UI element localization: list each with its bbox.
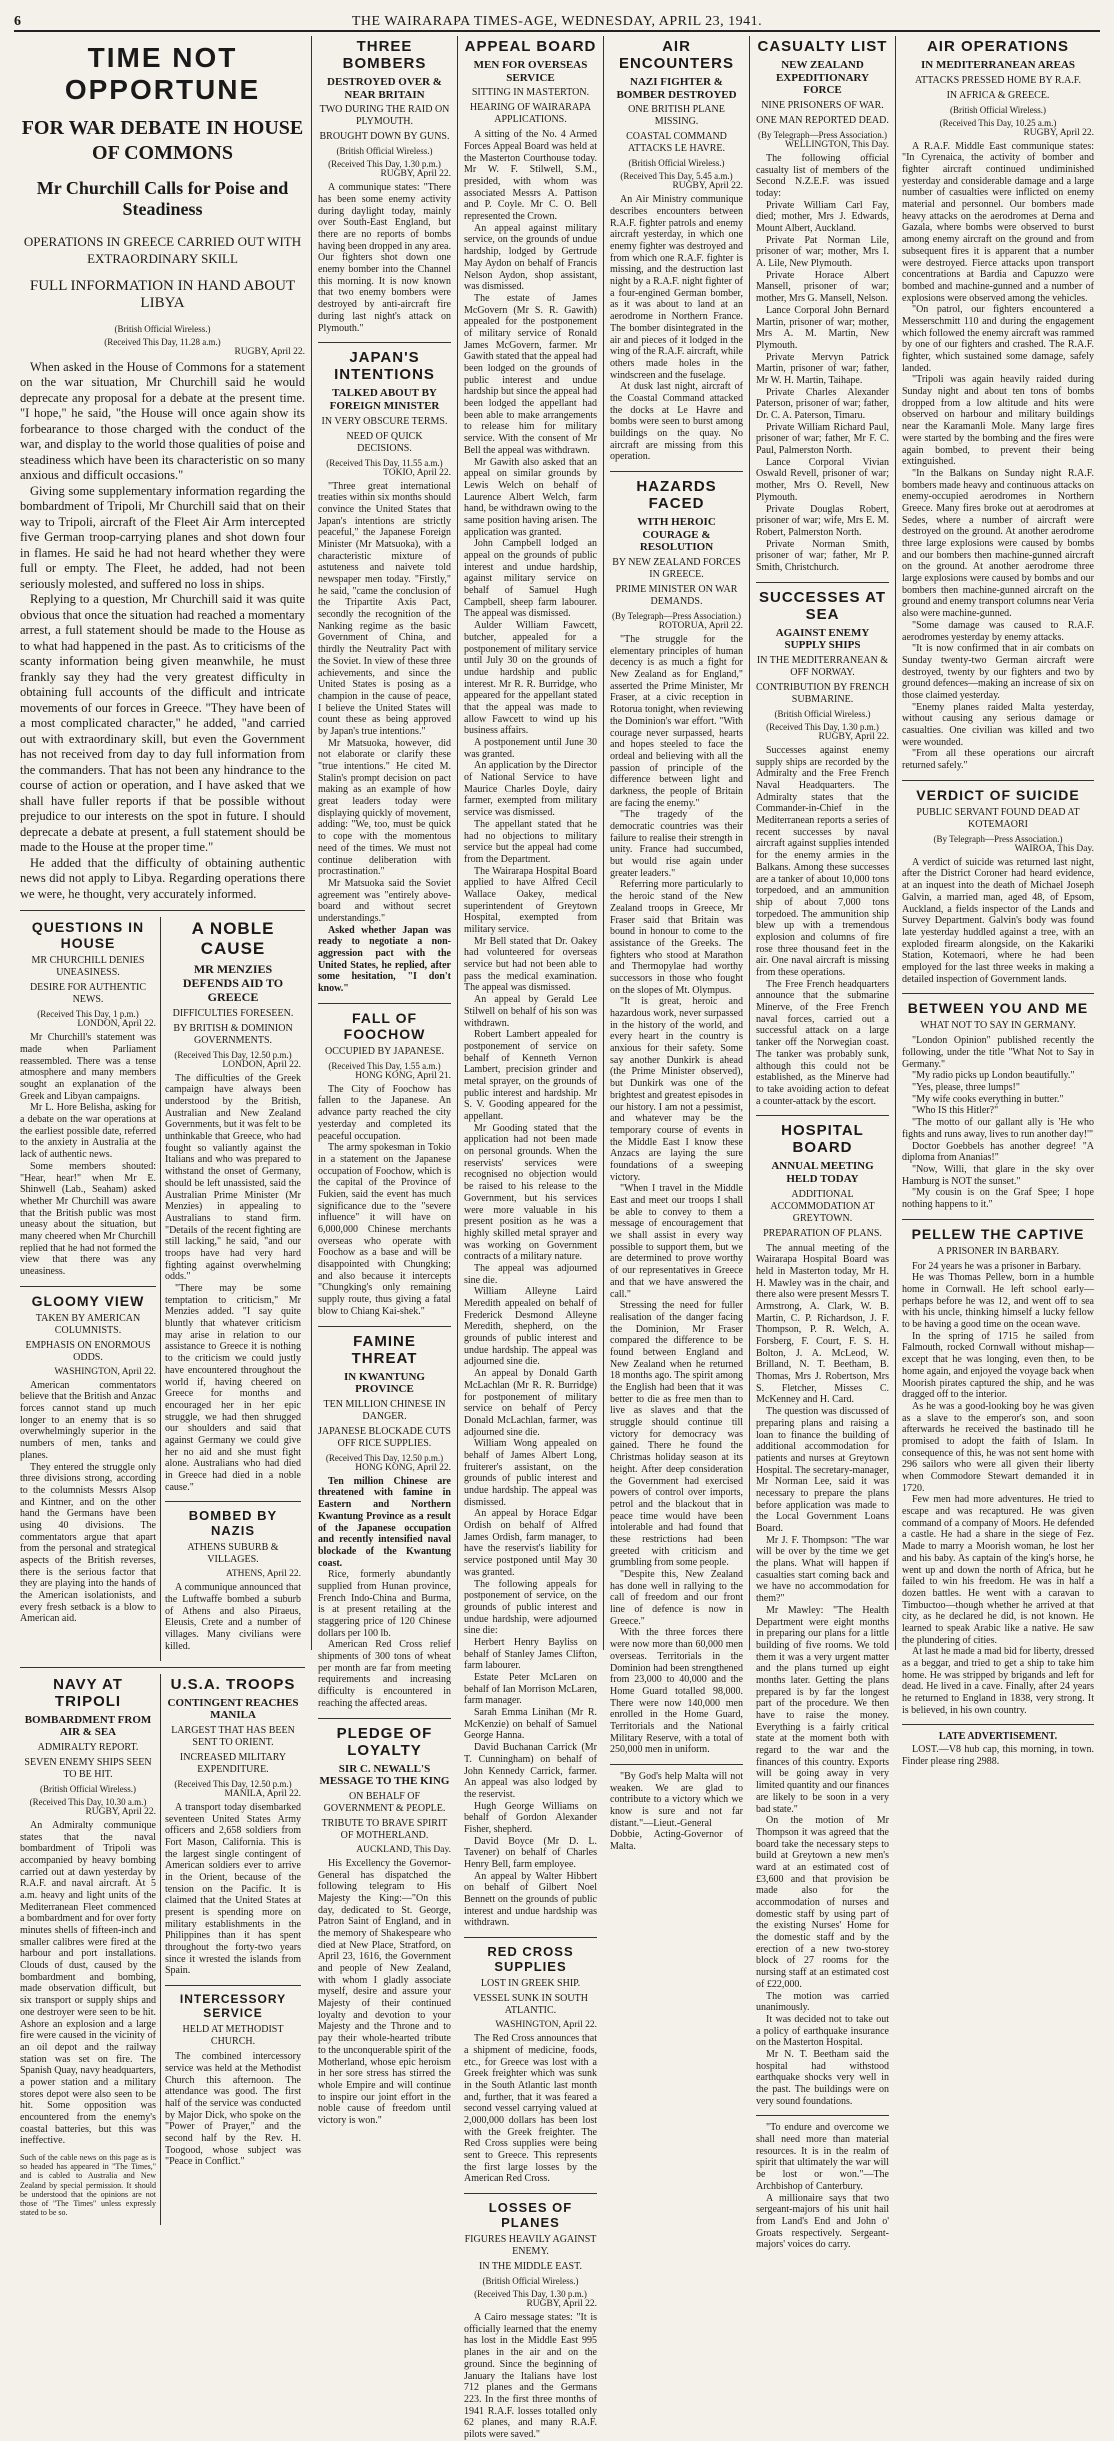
late-ad-heading: LATE ADVERTISEMENT. <box>938 1731 1058 1743</box>
paragraph: A postponement until June 30 was granted. <box>464 737 597 760</box>
paragraph: "Some damage was caused to R.A.F. aerodromes yesterday by enemy attacks. <box>902 619 1094 643</box>
verdict-dateline: WAIROA, This Day. <box>1014 843 1094 854</box>
japan-deck-3: NEED OF QUICK DECISIONS. <box>346 430 423 454</box>
appeal-board-deck-2: SITTING IN MASTERTON. <box>471 87 590 99</box>
pledge-dateline: AUCKLAND, This Day. <box>356 1844 451 1855</box>
paragraph: The estate of James McGovern (Mr S. R. Gawith) appealed for the postponement of military service of Ronald James McGovern, farmer. Mr Gawith stated that the appeal had been lodged on the grounds of public interest and undue hardship but since the appeal had been lodged the appellant had been able to make arrangements to release him for military service. With the consent of Mr Bell the appeal was withdrawn. <box>464 292 598 456</box>
paragraph: Sarah Emma Linihan (Mr R. McKenzie) on behalf of Samuel George Hanna. <box>464 1707 597 1742</box>
paragraph: Referring more particularly to the heroic stand of the New Zealand troops in Greece, Mr Fraser said that Britain was bound in honour to come to the assistance of the Greeks. The fighters who stood at Marathon and Thermopylae had worthy successors in those who fought on the slopes of Mt. Olympus. <box>610 879 743 996</box>
paragraph: Private Norman Smith, prisoner of war; father, Mr P. Smith, Christchurch. <box>756 538 889 573</box>
paragraph: "The motto of our gallant ally is 'He who fights and runs away, lives to run another day!'" <box>902 1117 1094 1140</box>
red-cross-story <box>464 1944 597 2185</box>
three-bombers-headline: THREE BOMBERS <box>342 38 427 72</box>
hospital-deck-3: PREPARATION OF PLANS. <box>763 1227 882 1239</box>
hazards-deck-2: BY NEW ZEALAND FORCES IN GREECE. <box>612 557 741 581</box>
navy-deck-1: BOMBARDMENT FROM AIR & SEA <box>24 1713 152 1739</box>
air-operations-headline: AIR OPERATIONS <box>926 38 1070 55</box>
times-footnote: Such of the cable news on this page as is so headed has appeared in "The Times," and is cabled to Australia and New Zealand by special permission. It should be understood that the opinions are not those of "The Times" unless expressly stated to be so. <box>20 2153 156 2218</box>
paragraph: Mr J. F. Thompson: "The war will be over by the time we get the plans. What will happen if casualties start coming back and we have no accommodation for them?" <box>756 1534 889 1605</box>
paragraph: Aulder William Fawcett, butcher, appealed for a postponement of military service until July 30 on the grounds of undue hardship and public interest. Mr R. R. Burridge, who appeared for the appellant stated that the appeal was made to allow Fawcett to wind up his business affairs. <box>464 620 597 737</box>
pellew-deck-1: A PRISONER IN BARBARY. <box>936 1245 1060 1257</box>
losses-received: (Received This Day, 1.30 p.m.) <box>474 2289 587 2300</box>
bombed-dateline: ATHENS, April 22. <box>226 1569 301 1580</box>
paragraph: The Free French headquarters announce that the submarine Minerve, of the Free French naval forces, carried out a successful attack on a large tanker off the Norwegian coast. The tanker was probably sunk, although this could not be established, as the Minerve had to take avoiding action to defeat a counter-attack by the escort. <box>756 978 889 1107</box>
navy-dateline: RUGBY, April 22. <box>85 1806 156 1817</box>
casualty-deck-3: ONE MAN REPORTED DEAD. <box>756 114 889 126</box>
hospital-body <box>756 1243 889 2108</box>
successes-deck-3: CONTRIBUTION BY FRENCH SUBMARINE. <box>756 681 889 705</box>
paragraph: Private Douglas Robert, prisoner of war; wife, Mrs E. M. Robert, Palmerston North. <box>756 503 889 538</box>
paragraph: In the spring of 1715 he sailed from Falmouth, rocked Cornwall without mishap—except that he was longing, even then, to be home again, and enjoyed the voyage back when Moorish pirates captured the ship, and he was dragged off to the interior. <box>902 1330 1094 1401</box>
paragraph: Private Pat Norman Lile, prisoner of war; mother, Mrs I. A. Lile, New Plymouth. <box>756 234 889 270</box>
lead-received: (Received This Day, 11.28 a.m.) <box>104 336 221 347</box>
column-1 <box>14 36 312 2218</box>
intercessory-headline: INTERCESSORY SERVICE <box>179 1992 287 2021</box>
famine-deck-2: TEN MILLION CHINESE IN DANGER. <box>323 1398 446 1422</box>
paragraph: "It is now confirmed that in air combats on Sunday twenty-two German aircraft were destroyed, twenty by our fighters and two by ground defences—making an increase of six on those claimed yesterday. <box>902 643 1094 701</box>
paragraph: "Yes, please, three lumps!" <box>912 1082 1020 1094</box>
paragraph: The combined intercessory service was held at the Methodist Church this afternoon. The attendance was good. The first half of the service was conducted by Major Dick, who spoke on the "Power of Prayer," and the second half by the Rev. H. Toogood, whose subject was "Peace in Conflict." <box>165 2051 301 2168</box>
lead-body <box>20 360 305 903</box>
successes-received: (Received This Day, 1.30 p.m.) <box>766 721 879 732</box>
page-number: 6 <box>14 14 22 29</box>
lead-credit: (British Official Wireless.) <box>114 323 211 334</box>
paragraph: A verdict of suicide was returned last night, after the District Coroner had heard evidence, at an inquest into the death of Michael Joseph Galvin, a married man, aged 48, of Epsom, Auckland, a fields inspector of the Lands and Survey Department. Galvin's body was found late yesterday huddled against a tree, with an exploded firearm alongside, on the Kakariki Station, Kotemaori, where he had been employed for the last three weeks in making a detailed inspection of Government lands. <box>902 856 1094 985</box>
pledge-deck-3: TRIBUTE TO BRAVE SPIRIT OF MOTHERLAND. <box>321 1817 448 1841</box>
hazards-deck-1: WITH HEROIC COURAGE & RESOLUTION <box>637 516 716 554</box>
paragraph: "My radio picks up London beautifully." <box>912 1070 1075 1082</box>
air-encounters-deck-2: ONE BRITISH PLANE MISSING. <box>628 104 725 128</box>
hazards-received: (By Telegraph—Press Association.) <box>612 611 741 622</box>
between-headline: BETWEEN YOU AND ME <box>907 1000 1089 1017</box>
paragraph: His Excellency the Governor-General has dispatched the following telegram to His Majesty the King:—"On this day, dedicated to St. George, Patron Saint of England, and in the memory of Shakespeare who died at New Place, Stratford, on April 23, 1616, the Government and people of New Zealand, with whom I gladly associate myself, desire and assure your Majesty of their continued loyalty and devotion to your Majesty and the Throne and to pay their whole-hearted tribute to the unconquerable spirit of the Motherland, whose epic heroism in her sore stress has stirred the whole Empire and will continue to inspire our joint effort in the noble cause of freedom until victory is won." <box>318 1857 451 2126</box>
questions-deck-2: DESIRE FOR AUTHENTIC NEWS. <box>29 982 147 1006</box>
foochow-story <box>318 1010 451 1318</box>
red-cross-deck-1: LOST IN GREEK SHIP. <box>480 1978 581 1990</box>
paragraph: A sitting of the No. 4 Armed Forces Appeal Board was held at the Masterton Courthouse today. Mr W. F. Stilwell, S.M., presided, with whom was associated Messrs A. Pattison and P. Coyle. Mr C. O. Bell represented the Crown. <box>464 129 597 223</box>
pellew-body <box>902 1261 1094 1717</box>
paragraph: Rice, formerly abundantly supplied from Hunan province, French Indo-China and Burma, is at present retailing at the staggering price of 120 Chinese dollars per 100 lb. <box>318 1569 451 1639</box>
japan-story <box>318 349 451 995</box>
paragraph: He added that the difficulty of obtaining authentic news did not apply to Libya. Regarding operations there we were, he thought, very accurately informed. <box>20 855 305 901</box>
paragraph: An appeal against military service, on the grounds of undue hardship, lodged by Gertrude May Aydon on behalf of Francis Nelson Aydon, shop assistant, was dismissed. <box>464 222 597 293</box>
gloomy-story <box>20 1293 156 1625</box>
famine-dateline: HONG KONG, April 22. <box>355 1462 451 1473</box>
hazards-body <box>610 634 743 1756</box>
paragraph: Mr Bell stated that Dr. Oakey had volunteered for overseas service but had not been able to pass the medical examination. The appeal was dismissed. <box>464 935 597 994</box>
paragraph: "Despite this, New Zealand has done well in rallying to the call of freedom and our front line of defence is now in Greece." <box>610 1569 743 1627</box>
paragraph: An application by the Director of National Service to have Maurice Charles Doyle, dairy farmer, exempted from military service was dismissed. <box>464 760 597 819</box>
navy-credit: (British Official Wireless.) <box>39 1783 137 1794</box>
questions-headline: QUESTIONS IN HOUSE <box>31 919 145 952</box>
malta-quote <box>610 1771 743 1853</box>
between-story <box>902 1000 1094 1210</box>
air-encounters-received: (Received This Day, 5.45 a.m.) <box>620 171 733 182</box>
casualty-received: (By Telegraph—Press Association.) <box>758 129 887 140</box>
paragraph: Some members shouted: "Hear, hear!" when Mr E. Shinwell (Lab., Seaham) asked whether Mr Churchill was aware that the British public was most uneasy about the situation, but many cheered when Mr Churchill replied that he had not formed the view that there was any uneasiness. <box>20 1160 156 1278</box>
usa-troops-dateline: MANILA, April 22. <box>224 1788 301 1799</box>
air-operations-body <box>902 141 1094 772</box>
successes-story <box>756 589 889 1108</box>
paragraph: "Now, Willi, that glare in the sky over Hamburg is NOT the sunset." <box>902 1163 1094 1187</box>
air-operations-deck-1: IN MEDITERRANEAN AREAS <box>920 59 1076 71</box>
paragraph: Mr Mawley: "The Health Department were eight months in preparing our plans for a little building of five rooms. We told them it was a very urgent matter and the plans turned up eight months later. Getting the plans prepared is by far the longest part of the procedure. We then have to raise the money. Everything is a fairly critical state at the moment both with regard to the war and the finances of this country. Exports will be going away in very limited quantity and our finances are likely to be soon in a very bad state." <box>756 1604 889 1815</box>
famine-story <box>318 1333 451 1710</box>
pledge-story <box>318 1725 451 2127</box>
column-2 <box>312 36 458 2126</box>
losses-headline: LOSSES OF PLANES <box>488 2200 573 2231</box>
paragraph: An appeal by Gerald Lee Stilwell on behalf of his son was withdrawn. <box>464 994 597 1029</box>
paragraph: Doctor Goebbels has another degree! "A diploma from Ananias!" <box>902 1140 1094 1164</box>
paragraph: American commentators believe that the British and Anzac forces cannot stand up much longer to an enemy that is so overwhelmingly superior in the numbers of men, tanks and planes. <box>20 1379 156 1461</box>
paragraph: John Campbell lodged an appeal on the grounds of public interest and undue hardship, against military service on behalf of Samuel Hugh Campbell, sheep farm labourer. The appeal was dismissed. <box>464 538 597 620</box>
hospital-deck-2: ADDITIONAL ACCOMMODATION AT GREYTOWN. <box>770 1188 875 1224</box>
paragraph: The question was discussed of preparing plans and raising a loan to finance the building of additional accommodation for patients and nurses at Greytown Hospital. The secretary-manager, Mr Norman Lee, said it was necessary to prepare the plans before application was made to the Local Government Loans Board. <box>756 1406 889 1535</box>
successes-dateline: RUGBY, April 22. <box>818 731 889 742</box>
questions-received: (Received This Day, 1 p.m.) <box>37 1009 139 1020</box>
questions-deck-1: MR CHURCHILL DENIES UNEASINESS. <box>31 955 145 979</box>
paragraph: A communique states: "There has been some enemy activity during daylight today, mainly over South-East England, but there are no reports of bombs having been dropped in any area. Our fighters shot down one enemy bomber into the Channel this morning. It is now known that two enemy bombers were destroyed by anti-aircraft fire during last night's attack on Plymouth." <box>318 182 451 334</box>
air-operations-story <box>902 38 1094 772</box>
late-ad-text: LOST.—V8 hub cap, this morning, in town. Finder please ring 2988. <box>902 1744 1094 1768</box>
foochow-deck-1: OCCUPIED BY JAPANESE. <box>324 1045 444 1057</box>
paragraph: David Boyce (Mr D. L. Tavener) on behalf of Charles Henry Bell, farm employee. <box>464 1835 597 1871</box>
noble-cause-headline: A NOBLE CAUSE <box>191 919 275 959</box>
losses-credit: (British Official Wireless.) <box>482 2276 579 2287</box>
between-deck-1: WHAT NOT TO SAY IN GERMANY. <box>920 1020 1076 1032</box>
paragraph: Mr Gooding stated that the application had not been made on personal grounds. When the reservists' services were recognised no objection would be raised to his release to the Government, but his services were more valuable in his present position as he was a highly skilled metal sprayer and was working on Government contracts of a military nature. <box>464 1122 597 1263</box>
usa-troops-deck-2: LARGEST THAT HAS BEEN SENT TO ORIENT. <box>171 1724 295 1748</box>
bombed-story <box>165 1508 301 1652</box>
losses-story <box>464 2200 597 2441</box>
questions-dateline: LONDON, April 22. <box>77 1019 156 1030</box>
red-cross-deck-2: VESSEL SUNK IN SOUTH ATLANTIC. <box>473 1993 588 2017</box>
gloomy-headline: GLOOMY VIEW <box>31 1292 145 1309</box>
paragraph: A millionaire says that two sergeant-majors of his unit hail from Land's End and John o' Groats respectively. Sergeant-majors' voices do carry. <box>756 2192 889 2251</box>
appeal-board-headline: APPEAL BOARD <box>464 38 597 55</box>
japan-dateline: TOKIO, April 22. <box>383 467 451 478</box>
paragraph: Ten million Chinese are threatened with famine in Eastern and Northern Kwantung Province as a result of the Japanese occupation and recently intensified naval blockade of the Kwantung coast. <box>318 1475 451 1569</box>
paragraph: At last he made a mad bid for liberty, dressed as a beggar, and tried to get a ship to take him home. He was stripped by brigands and left for dead. He lived in a cave. Finally, after 24 years he returned to England in 1838, very strong. It is believed, in his own country. <box>902 1646 1094 1716</box>
paragraph: "My cousin is on the Graf Spee; I hope nothing happens to it." <box>902 1187 1094 1210</box>
paragraph: He was Thomas Pellew, born in a humble home in Cornwall. He left school early—perhaps before he was 12, and went off to sea with his uncle, thinking himself a lucky fellow to be having a good time on the ocean wave. <box>902 1272 1094 1331</box>
foochow-received: (Received This Day, 1.55 a.m.) <box>328 1060 441 1071</box>
paragraph: "It is great, heroic and hazardous work, never surpassed in the history of the world, and every heart in the country is anxious for their safety. Some say another Dunkirk is ahead (the Prime Minister observed), but Dunkirk was one of the brightest and greatest episodes in our history. I am not a pessimist, and whatever may be the temporary course of events in the Middle East I know these Anzacs are laying the sure foundations of a sweeping victory. <box>610 996 743 1183</box>
japan-received: (Received This Day, 11.55 a.m.) <box>326 457 443 468</box>
lead-story <box>20 42 305 902</box>
navy-deck-3: SEVEN ENEMY SHIPS SEEN TO BE HIT. <box>24 1756 152 1780</box>
foochow-headline: FALL OF FOOCHOW <box>343 1009 426 1042</box>
lead-dateline: RUGBY, April 22. <box>234 346 305 357</box>
paragraph: Private William Carl Fay, died; mother, Mrs J. Edwards, Mount Albert, Auckland. <box>756 199 889 235</box>
appeal-board-body <box>464 129 597 1929</box>
paragraph: The army spokesman in Tokio in a statement on the Japanese occupation of Foochow, which is the capital of the Province of Fukien, said the event has much significance due to the "severe influence" it will have on 6,000,000 Chinese merchants overseas who operate with Foochow as a base and will be disappointed with Chungking; and also because it intercepts "Chungking's only remaining supply route, thus giving a fatal blow to Chiang Kai-shek." <box>318 1142 451 1317</box>
casualty-deck-2: NINE PRISONERS OF WAR. <box>761 99 884 111</box>
paragraph: Stressing the need for fuller realisation of the danger facing the Dominion, Mr Fraser compared the difference to be found between England and New Zealand when he returned 18 months ago. The spirit among the English had been that it was better to die as free men than to live as slaves and that the struggle should continue till victory for democracy was gained. There he found the Christmas holiday season at its height. After deep consideration the Government had exercised powers of control over imports, petrol and the blackout that in peace time would have been intolerable and had found that these restrictions had been greeted with criticism and grumbling from some people. <box>610 1300 743 1569</box>
red-cross-headline: RED CROSS SUPPLIES <box>487 1944 574 1975</box>
air-encounters-credit: (British Official Wireless.) <box>628 158 725 169</box>
gloomy-dateline: WASHINGTON, April 22. <box>54 1366 156 1377</box>
successes-deck-2: IN THE MEDITERRANEAN & OFF NORWAY. <box>756 654 889 678</box>
three-bombers-received: (Received This Day, 1.30 p.m.) <box>328 159 441 170</box>
famine-headline: FAMINE THREAT <box>351 1332 418 1367</box>
usa-troops-received: (Received This Day, 12.50 p.m.) <box>174 1778 292 1789</box>
masthead-title: THE WAIRARAPA TIMES-AGE, WEDNESDAY, APRIL 23, 1941. <box>351 14 763 29</box>
paragraph: As he was a good-looking boy he was given as a slave to the emperor's son, and soon afterwards he received the bastinado till he promised to adopt the faith of Islam. In consequence of this, he was not sent home with 296 sailors who were all given their liberty when Commodore Stewart demanded it in 1720. <box>902 1400 1094 1494</box>
pledge-deck-2: ON BEHALF OF GOVERNMENT & PEOPLE. <box>323 1790 446 1814</box>
paragraph: Herbert Henry Bayliss on behalf of Stanley James Clifton, farm labourer. <box>464 1636 597 1672</box>
casualty-dateline: WELLINGTON, This Day. <box>784 139 889 150</box>
paragraph: Successes against enemy supply ships are recorded by the Admiralty and the Free French Naval Headquarters. The Admiralty states that the Commander-in-Chief in the Mediterranean reports a series of recent successes by naval aircraft against supplies intended for the enemy armies in the Balkans. Among these successes are a tanker of about 10,000 tons torpedoed, and an ammunition ship of about 7,000 tons torpedoed. The ammunition ship blew up with a tremendous explosion and columns of fire rose three thousand feet in the air. One naval aircraft is missing from these operations. <box>756 744 889 979</box>
navy-headline: NAVY AT TRIPOLI <box>53 1675 123 1710</box>
column-5 <box>750 36 896 2251</box>
paragraph: "In the Balkans on Sunday night R.A.F. bombers made heavy and continuous attacks on enemy-occupied aerodromes in Northern Greece. Many fires broke out at aerodromes at Sedes, where a number of aircraft were destroyed on the ground. At another aerodrome three large explosions were caused by bombs and our bombers then machine-gunned aircraft on the ground. At another aerodrome three large explosions were caused by bombs and our bombers then machine-gunned aircraft on the ground and enemy transport columns near Veria also were machine-gunned. <box>902 467 1094 620</box>
bombed-headline: BOMBED BY NAZIS <box>188 1508 278 1539</box>
paragraph: An appeal by Walter Hibbert on behalf of Gilbert Noel Bennett on the grounds of public interest and undue hardship was withdrawn. <box>464 1870 597 1929</box>
paragraph: An appeal by Horace Edgar Ordish on behalf of Alfred James Ordish, farm manager, to have the reservist's liability for service postponed until May 30 was granted. <box>464 1508 597 1578</box>
lead-deck-3: OPERATIONS IN GREECE CARRIED OUT WITH EXTRAORDINARY SKILL <box>23 234 302 266</box>
paragraph: Robert Lambert appealed for postponement of service on behalf of Kenneth Vernon Lambert, precision grinder and metal sprayer, on the grounds of public interest and hardship. Mr S. V. Gooding appeared for the appellant. <box>464 1029 597 1123</box>
paragraph: The difficulties of the Greek campaign have always been understood by the British, Australian and New Zealand Governments, but it was felt to be unthinkable that Greece, who had fought so valiantly against the Italians and who was prepared to withstand the onset of Germany, should be left unassisted, said the Australian Prime Minister (Mr Menzies) in appealing to Australians to stand firm. "Details of the recent fighting are still lacking," he said, "and our troops have had very hard fighting against overwhelming odds." <box>165 1072 301 1283</box>
bombed-deck-1: ATHENS SUBURB & VILLAGES. <box>187 1542 279 1566</box>
paragraph: The motion was carried unanimously. <box>756 1990 889 2014</box>
hazards-headline: HAZARDS FACED <box>636 478 717 513</box>
paragraph: Few men had more adventures. He tried to escape and was recaptured. He was given command of a company of Moors. He defended a castle. He had a share in the siege of Fez. Made to marry a Moorish woman, he lost her and his baby. As captain of the king's horse, he went up and down the north of Africa, but he failed to win his freedom. He was in half a dozen battles. He went with a caravan to Timbuctoo—though whether he arrived at that city, as he declared he did, is not known. He learned to speak Arabic like a native. He saw the plundering of cities. <box>902 1494 1094 1646</box>
paragraph: "The struggle for the elementary principles of human decency is as much a fight for New Zealand as for England," asserted the Prime Minister, Mr Fraser, at a civic reception in Rotorua tonight, when reviewing the Dominion's war effort. "With courage never surpassed, hearts and hopes steeled to face the ordeal and believing with all the passion of principle of the difference between light and darkness, the people of Britain are facing the enemy." <box>610 634 743 809</box>
paragraph: Mr Churchill's statement was made when Parliament reassembled. There was a tense atmosphere and many members sought an explanation of the Greek and Libyan campaigns. <box>20 1032 156 1102</box>
column-6 <box>896 36 1100 1768</box>
paragraph: "To endure and overcome we shall need more than material resources. It is in the realm of spirit that ultimately the war will be lost or won."—The Archbishop of Canterbury. <box>756 2122 889 2192</box>
paragraph: An appeal by Donald Garth McLachlan (Mr R. R. Burridge) for postponement of military service on behalf of Percy Donald McLachlan, farmer, was adjourned sine die. <box>464 1368 597 1438</box>
lower-left-row <box>20 917 305 1660</box>
masthead <box>14 8 1100 32</box>
paragraph: Lance Corporal Vivian Oswald Revell, prisoner of war; mother, Mrs O. Revell, New Plymouth. <box>756 456 889 503</box>
gloomy-deck-2: EMPHASIS ON ENORMOUS ODDS. <box>25 1339 151 1363</box>
paragraph: The appeal was adjourned sine die. <box>464 1262 597 1286</box>
paragraph: Mr L. Hore Belisha, asking for a debate on the war operations at the earliest possible date, referred to the anxiety in Australia at the lack of authentic news. <box>20 1102 156 1161</box>
pellew-headline: PELLEW THE CAPTIVE <box>911 1225 1085 1242</box>
paragraph: American Red Cross relief shipments of 300 tons of wheat per month are far from meeting requirements and increasing difficulty is encountered in reaching the affected areas. <box>318 1639 451 1709</box>
noble-cause-received: (Received This Day, 12.50 p.m.) <box>174 1049 292 1060</box>
air-encounters-story <box>610 38 743 463</box>
verdict-received: (By Telegraph—Press Association.) <box>933 833 1063 844</box>
successes-deck-1: AGAINST ENEMY SUPPLY SHIPS <box>775 626 870 652</box>
paragraph: An Air Ministry communique describes encounters between R.A.F. fighter patrols and enemy aircraft yesterday, in which one enemy fighter was destroyed and from which one R.A.F. fighter is missing, and the destruction last night by a R.A.F. night fighter of a four-engined German bomber, as it was about to land at an aerodrome in Northern France. The bomber disintegrated in the air and pieces of it lodged in the wing of the R.A.F. aircraft, while others made holes in the windscreen and the fuselage. <box>610 194 743 381</box>
column-3 <box>458 36 604 2440</box>
bottom-left-row <box>20 1674 305 2226</box>
air-operations-credit: (British Official Wireless.) <box>949 104 1047 115</box>
three-bombers-deck-2: TWO DURING THE RAID ON PLYMOUTH. <box>319 104 450 128</box>
paragraph: William Wong appealed on behalf of James Albert Long, fruiterer's assistant, on the grounds of public interest and undue hardship. The appeal was dismissed. <box>464 1438 597 1508</box>
paragraph: "Three great international treaties within six months should convince the United States that Japan's intentions are strictly peaceful," the Japanese Foreign Minister (Mr Matsuoka), with a characteristic mixture of astuteness and naivete told newspaper men today. "Firstly," he said, "came the conclusion of the Tripartite Axis Pact, secondly the recognition of the Nanking regime as the basic Government of China, and thirdly the Neutrality Pact with the Soviet. In view of these three achievements, and since the United States is posing as a champion in the cause of peace, I believe the United States will count these as being approved by Japan's true intentions." <box>318 480 451 737</box>
casualty-body <box>756 153 889 574</box>
appeal-board-story <box>464 38 597 1929</box>
casualty-deck-1: NEW ZEALAND EXPEDITIONARY FORCE <box>775 59 870 97</box>
paragraph: On the motion of Mr Thompson it was agreed that the board take the necessary steps to build at Greytown a new men's ward at an estimated cost of £3,600 and that provision be made also for the accommodation of nurses and domestic staff by using part of the existing Nurses' Home for the domestic staff and by the erection of a new two-storey block of 27 rooms for the nursing staff at an estimated cost of £22,000. <box>756 1815 889 1990</box>
paragraph: A communique announced that the Luftwaffe bombed a suburb of Athens and also Piraeus, Eleusis, Crete and a number of villages. Many civilians were killed. <box>165 1582 301 1652</box>
losses-dateline: RUGBY, April 22. <box>526 2299 597 2310</box>
paragraph: William Alleyne Laird Meredith appealed on behalf of Frederick Desmond Alleyne Meredith, shepherd, on the grounds of public interest and undue hardship. The appeal was adjourned sine die. <box>464 1286 597 1368</box>
hazards-dateline: ROTORUA, April 22. <box>658 621 743 632</box>
hospital-deck-1: ANNUAL MEETING HELD TODAY <box>771 1160 874 1185</box>
paragraph: When asked in the House of Commons for a statement on the war situation, Mr Churchill said he would deprecate any proposal for a debate at the present time. "I hope," he said, "the House will once again show its forbearance to those charged with the conduct of the war, and display to the world those qualities of poise and steadiness which have been its characteristic on so many anxious and difficult occasions." <box>20 359 305 483</box>
verdict-story <box>902 787 1094 986</box>
paragraph: The appellant stated that he had no objections to military service but the appeal had come from the Department. <box>464 818 597 865</box>
successes-headline: SUCCESSES AT SEA <box>758 588 887 623</box>
verdict-headline: VERDICT OF SUICIDE <box>916 786 1080 803</box>
paragraph: The following official casualty list of members of the Second N.Z.E.F. was issued today: <box>756 152 889 199</box>
air-encounters-deck-3: COASTAL COMMAND ATTACKS LE HAVRE. <box>626 131 727 155</box>
air-operations-deck-3: IN AFRICA & GREECE. <box>946 89 1050 101</box>
hazards-deck-3: PRIME MINISTER ON WAR DEMANDS. <box>615 584 738 608</box>
famine-deck-3: JAPANESE BLOCKADE CUTS OFF RICE SUPPLIES. <box>318 1425 451 1449</box>
column-4 <box>604 36 750 1853</box>
noble-cause-deck-2: DIFFICULTIES FORESEEN. <box>172 1007 294 1019</box>
casualty-headline: CASUALTY LIST <box>757 38 888 55</box>
paragraph: They entered the struggle only three divisions strong, according to the columnists Messrs Alsop and Kintner, and on the other hand the Germans have been using 40 divisions. The commentators argue that apart from the personal and strategical aspects of the British reverses, there is the serious factor that they are playing into the hands of the American isolationists, and every fresh setback is a blow to American aid. <box>20 1461 156 1625</box>
paragraph: Mr N. T. Beetham said the hospital had withstood earthquake shocks very well in the past. The buildings were on very sound foundations. <box>756 2048 889 2107</box>
paragraph: A Cairo message states: "It is officially learned that the enemy has lost in the Middle East 995 planes in the air and on the ground. Since the beginning of January the Italians have lost 712 planes and the Germans 223. In the first three months of 1941 R.A.F. losses totalled only 62 planes, and many R.A.F. pilots were saved." <box>464 2312 597 2440</box>
lead-deck-2: Mr Churchill Calls for Poise and Steadiness <box>36 178 289 219</box>
usa-troops-deck-3: INCREASED MILITARY EXPENDITURE. <box>179 1751 287 1775</box>
paragraph: Private Horace Albert Mansell, prisoner of war; mother, Mrs G. Mansell, Nelson. <box>756 269 889 305</box>
lead-deck-1: FOR WAR DEBATE IN HOUSE OF COMMONS <box>21 117 304 164</box>
paragraph: Asked whether Japan was ready to negotiate a non-aggression pact with the United States, he replied, after some hesitation, "I don't know." <box>318 924 451 995</box>
famine-deck-1: IN KWANTUNG PROVINCE <box>344 1370 425 1396</box>
paragraph: "London Opinion" published recently the following, under the title "What Not to Say in Germany." <box>902 1035 1094 1070</box>
air-encounters-headline: AIR ENCOUNTERS <box>618 38 734 72</box>
paragraph: Mr Gawith also asked that an appeal on similar grounds by Lewis Welch on behalf of Laurence Albert Welch, farm hand, be withdrawn owing to the same position having arisen. The application was granted. <box>464 456 597 538</box>
hazards-story <box>610 478 743 1756</box>
paragraph: The Red Cross announces that a shipment of medicine, foods, etc., for Greece was lost with a Greek freighter which was sunk in the South Atlantic last month and, further, that it was feared a second vessel carrying valued at 2,000,000 dollars has been lost with the Greek freighter. The Red Cross supplies were being sent to Greece. This represents the first large losses by the American Red Cross. <box>464 2033 597 2185</box>
hospital-story <box>756 1122 889 2107</box>
paragraph: "Who IS this Hitler?" <box>912 1105 999 1117</box>
paragraph: Estate Peter McLaren on behalf of Ian Morrison McLaren, farm manager. <box>464 1672 597 1707</box>
air-operations-received: (Received This Day, 10.25 a.m.) <box>939 117 1057 128</box>
canterbury-quote <box>756 2122 889 2251</box>
pellew-story <box>902 1226 1094 1717</box>
lead-deck-4: FULL INFORMATION IN HAND ABOUT LIBYA <box>29 277 296 311</box>
air-operations-dateline: RUGBY, April 22. <box>1023 127 1094 138</box>
noble-cause-deck-3: BY BRITISH & DOMINION GOVERNMENTS. <box>173 1022 293 1046</box>
usa-troops-story <box>165 1676 301 1978</box>
three-bombers-story <box>318 38 451 334</box>
paragraph: "By God's help Malta will not weaken. We are glad to contribute to a victory which we know is sure and not far distant."—Lieut.-General Dobbie, Acting-Governor of Malta. <box>610 1771 743 1853</box>
three-bombers-credit: (British Official Wireless.) <box>336 146 433 157</box>
paragraph: Mr Matsuoka said the Soviet agreement was "entirely above-board and without secret understandings." <box>318 877 451 924</box>
paragraph: "There may be some temptation to criticism," Mr Menzies added. "I say quite bluntly that whatever criticism may arise in relation to our assistance to Greece it is nothing to the criticism we could justly have encountered throughout the world if, having cheered on Greece for months and encouraged her in her epic struggle, we had then shrugged our shoulders and said that against Germany we could give her no aid and she must fight alone. Australians who had died in Greece had died in a noble cause." <box>165 1283 301 1493</box>
between-body <box>902 1035 1094 1210</box>
paragraph: Replying to a question, Mr Churchill said it was quite obvious that once the situation had reached a momentary arrest, a full statement should be made to the House as to what had happened in the past. As to criticisms of the scanty information being given meanwhile, he must frankly say they had the very greatest difficulty in obtaining full accounts of the difficult and intricate movements of our forces in Greece. "They have been of a most complicated character," he added, "and carried out with extraordinary skill, but even the Government has not received from day to day full information from the commanders. That has not been any hindrance to the course of action or operation, and I have asked that we shall have fuller reports if that be possible without prejudice to our interests on the spot in future. I should deprecate a debate at present, a full statement should be made to the House at the proper time." <box>20 592 305 855</box>
air-encounters-deck-1: NAZI FIGHTER & BOMBER DESTROYED <box>616 76 737 101</box>
navy-story <box>20 1676 156 2218</box>
paragraph: At dusk last night, aircraft of the Coastal Command attacked the docks at Le Havre and bombs were seen to burst among buildings on the quay. No aircraft are missing from this operation. <box>610 381 743 463</box>
paragraph: The annual meeting of the Wairarapa Hospital Board was held in Masterton today, Mr H. H. Mawley was in the chair, and there also were present Messrs T. Armstrong, A. Clark, W. B. Martin, C. P. Richardson, J. F. Thompson, P. R. Welch, A. Forsberg, F. Court, F. S. H. Bolton, J. A. McLeod, W. Brilland, N. T. Beetham, B. Thomas, Mrs J. Robertson, Mrs S. Fletcher, Misses C. McKenney and H. Card. <box>756 1242 889 1406</box>
paragraph: The following appeals for postponement of service, on the grounds of public interest and undue hardship, were adjourned sine die: <box>464 1578 597 1637</box>
paragraph: "When I travel in the Middle East and meet our troops I shall be able to convey to them a message of encouragement that we shall assist in every way possible to support them, but we are determined to prove worthy of our representatives in Greece and that we have answered the call." <box>610 1183 743 1300</box>
famine-received: (Received This Day, 12.50 p.m.) <box>325 1452 444 1463</box>
japan-deck-1: TALKED ABOUT BY FOREIGN MINISTER <box>329 387 440 412</box>
paragraph: Lance Corporal John Bernard Martin, prisoner of war; mother, Mrs A. M. Martin, New Plymouth. <box>756 304 889 351</box>
paragraph: A R.A.F. Middle East communique states: "In Cyrenaica, the activity of bomber and fighter aircraft continued undiminished yesterday and considerable damage and a large number of casualties were inflicted on enemy material and personnel. Our bombers made heavy attacks on the aerodromes at Derna and Gazala, where bombs were observed to burst among enemy aircraft on the ground and from subsequent fires it is apparent that a number were destroyed. Fierce attacks upon transport concentrations at Bardia and Capuzzo were bombed and machine-gunned and a number of explosions were observed among the vehicles. <box>902 140 1094 304</box>
paragraph: The Wairarapa Hospital Board applied to have Alfred Cecil Wallace Oakey, medical superintendent of Greytown Hospital, exempted from military service. <box>464 865 597 936</box>
paragraph: "My wife cooks everything in butter." <box>912 1093 1064 1105</box>
appeal-board-deck-1: MEN FOR OVERSEAS SERVICE <box>473 59 588 84</box>
paragraph: Private Charles Alexander Paterson, prisoner of war; father, Dr. C. A. Paterson, Timaru. <box>756 386 889 422</box>
gloomy-deck-1: TAKEN BY AMERICAN COLUMNISTS. <box>35 1312 141 1336</box>
paragraph: Giving some supplementary information regarding the bombardment of Tripoli, Mr Churchill said that on their way to Tripoli, aircraft of the Fleet Air Arm intercepted five German troop-carrying planes and shot down four in flames. He said he had not heard whether they were full or empty. The Fleet, he added, had not been seriously molested, and suffered no loss in ships. <box>20 483 305 591</box>
paragraph: David Buchanan Carrick (Mr T. Cunningham) on behalf of John Kennedy Carrick, farmer. An appeal was also lodged by the reservist. <box>464 1742 597 1800</box>
paragraph: Hugh George Williams on behalf of Gordon Alexander Fisher, shepherd. <box>464 1800 597 1835</box>
usa-troops-deck-1: CONTINGENT REACHES MANILA <box>167 1696 299 1722</box>
losses-deck-2: IN THE MIDDLE EAST. <box>479 2261 582 2273</box>
paragraph: With the three forces there were now more than 60,000 men overseas. Territorials in the Dominion had been strengthened from 23,000 to 40,000 and the Home Guard totalled 98,000. There were now 140,000 men enrolled in the Home Guard, Territorials and the National Military Reserve, with a total of 250,000 men in uniform. <box>610 1627 743 1756</box>
paragraph: "From all these operations our aircraft returned safely." <box>902 748 1094 772</box>
three-bombers-dateline: RUGBY, April 22. <box>380 169 451 180</box>
lead-headline: TIME NOT OPPORTUNE <box>64 42 261 105</box>
noble-cause-story <box>165 919 301 1493</box>
usa-troops-headline: U.S.A. TROOPS <box>170 1675 296 1693</box>
japan-deck-2: IN VERY OBSCURE TERMS. <box>321 415 448 427</box>
air-encounters-dateline: RUGBY, April 22. <box>672 181 743 192</box>
paragraph: Mr Matsuoka, however, did not elaborate or clarify these "true intentions." He cited M. Stalin's prompt decision on pact making as an example of how great leaders today were displaying quickly of movement, adding: "We, too, must be quick to cope with the momentous need of the times. We must not continue deliberation with procrastination." <box>318 737 451 878</box>
paragraph: "On patrol, our fighters encountered a Messerschmitt 110 and during the engagement which followed the enemy aircraft was rammed by one of our fighters and crashed. The R.A.F. fighter, which sustained some damage, safely landed. <box>902 304 1094 374</box>
hospital-headline: HOSPITAL BOARD <box>781 1122 864 1157</box>
paragraph: An Admiralty communique states that the naval bombardment of Tripoli was accompanied by heavy bombing carried out at dawn yesterday by R.A.F. and naval aircraft. At 5 a.m. heavy and light units of the Mediterranean Fleet commenced a bombardment and for over forty minutes shells of fifteen-inch and smaller calibres were fired at the harbour and port installations. Clouds of dust, caused by the bombardment and bombing, made observation difficult, but six transport or supply ships and one destroyer were seen to be hit. Ashore an explosion and a large fire were caused in the vicinity of an oil depot and the railway station was set on fire. The Spanish Quay, navy headquarters, a power station and a military stores depot were also seen to be hit. Some opposition was encountered from the enemy's coastal batteries, but this was ineffective. <box>20 1819 156 2147</box>
paragraph: "Tripoli was again heavily raided during Sunday night and about ten tons of bombs dropped from a low altitude and hits were observed on harbour and military buildings near the Karamanli Mole. Many large fires were started by the bombing and the fires were again bombed, to prevent their being extinguished. <box>902 374 1094 468</box>
three-bombers-deck-3: BROUGHT DOWN BY GUNS. <box>319 131 450 143</box>
appeal-board-deck-3: HEARING OF WAIRARAPA APPLICATIONS. <box>469 102 592 126</box>
paragraph: Private William Richard Paul, prisoner of war; father, Mr F. C. Paul, Palmerston North. <box>756 421 889 457</box>
foochow-dateline: HONG KONG, April 21. <box>355 1070 451 1081</box>
navy-deck-2: ADMIRALTY REPORT. <box>37 1741 139 1753</box>
questions-story <box>20 919 156 1277</box>
noble-cause-dateline: LONDON, April 22. <box>222 1059 301 1070</box>
verdict-deck-1: PUBLIC SERVANT FOUND DEAD AT KOTEMAORI <box>916 806 1080 830</box>
paragraph: Private Mervyn Patrick Martin, prisoner of war; father, Mr W. H. Martin, Taihape. <box>756 351 889 386</box>
paragraph: For 24 years he was a prisoner in Barbary. <box>912 1260 1082 1272</box>
noble-cause-deck-1: MR MENZIES DEFENDS AID TO GREECE <box>182 962 284 1004</box>
paragraph: A transport today disembarked seventeen United States Army officers and 2,658 soldiers from Fort Mason, California. This is the largest single contingent of American soldiers ever to arrive in the Orient, because of the tension on the Pacific. It is claimed that the United States at present is spending more on military establishments in the Philippines than it has spent throughout the forty-two years since it wrested the islands from Spain. <box>165 1801 301 1977</box>
losses-deck-1: FIGURES HEAVILY AGAINST ENEMY. <box>464 2234 597 2258</box>
red-cross-dateline: WASHINGTON, April 22. <box>495 2020 597 2031</box>
paragraph: It was decided not to take out a policy of earthquake insurance on the Masterton Hospital. <box>756 2013 889 2049</box>
paragraph: "The tragedy of the democratic countries was their failure to realise their strength in unity. France had succumbed, but would rise again under greater leaders." <box>610 809 743 879</box>
casualty-story <box>756 38 889 574</box>
successes-credit: (British Official Wireless.) <box>774 708 871 719</box>
japan-headline: JAPAN'S INTENTIONS <box>334 349 435 384</box>
pledge-deck-1: SIR C. NEWALL'S MESSAGE TO THE KING <box>319 1762 450 1788</box>
intercessory-story <box>165 1992 301 2168</box>
pledge-headline: PLEDGE OF LOYALTY <box>336 1724 433 1759</box>
air-operations-deck-2: ATTACKS PRESSED HOME BY R.A.F. <box>914 74 1082 86</box>
paragraph: "Enemy planes raided Malta yesterday, without causing any serious damage or casualties. One civilian was killed and two were wounded. <box>902 701 1094 748</box>
intercessory-deck-1: HELD AT METHODIST CHURCH. <box>182 2024 284 2048</box>
three-bombers-deck-1: DESTROYED OVER & NEAR BRITAIN <box>327 76 442 101</box>
navy-received: (Received This Day, 10.30 a.m.) <box>29 1796 147 1807</box>
paragraph: The City of Foochow has fallen to the Japanese. An advance party reached the city yesterday and completed its peaceful occupation. <box>318 1083 451 1142</box>
